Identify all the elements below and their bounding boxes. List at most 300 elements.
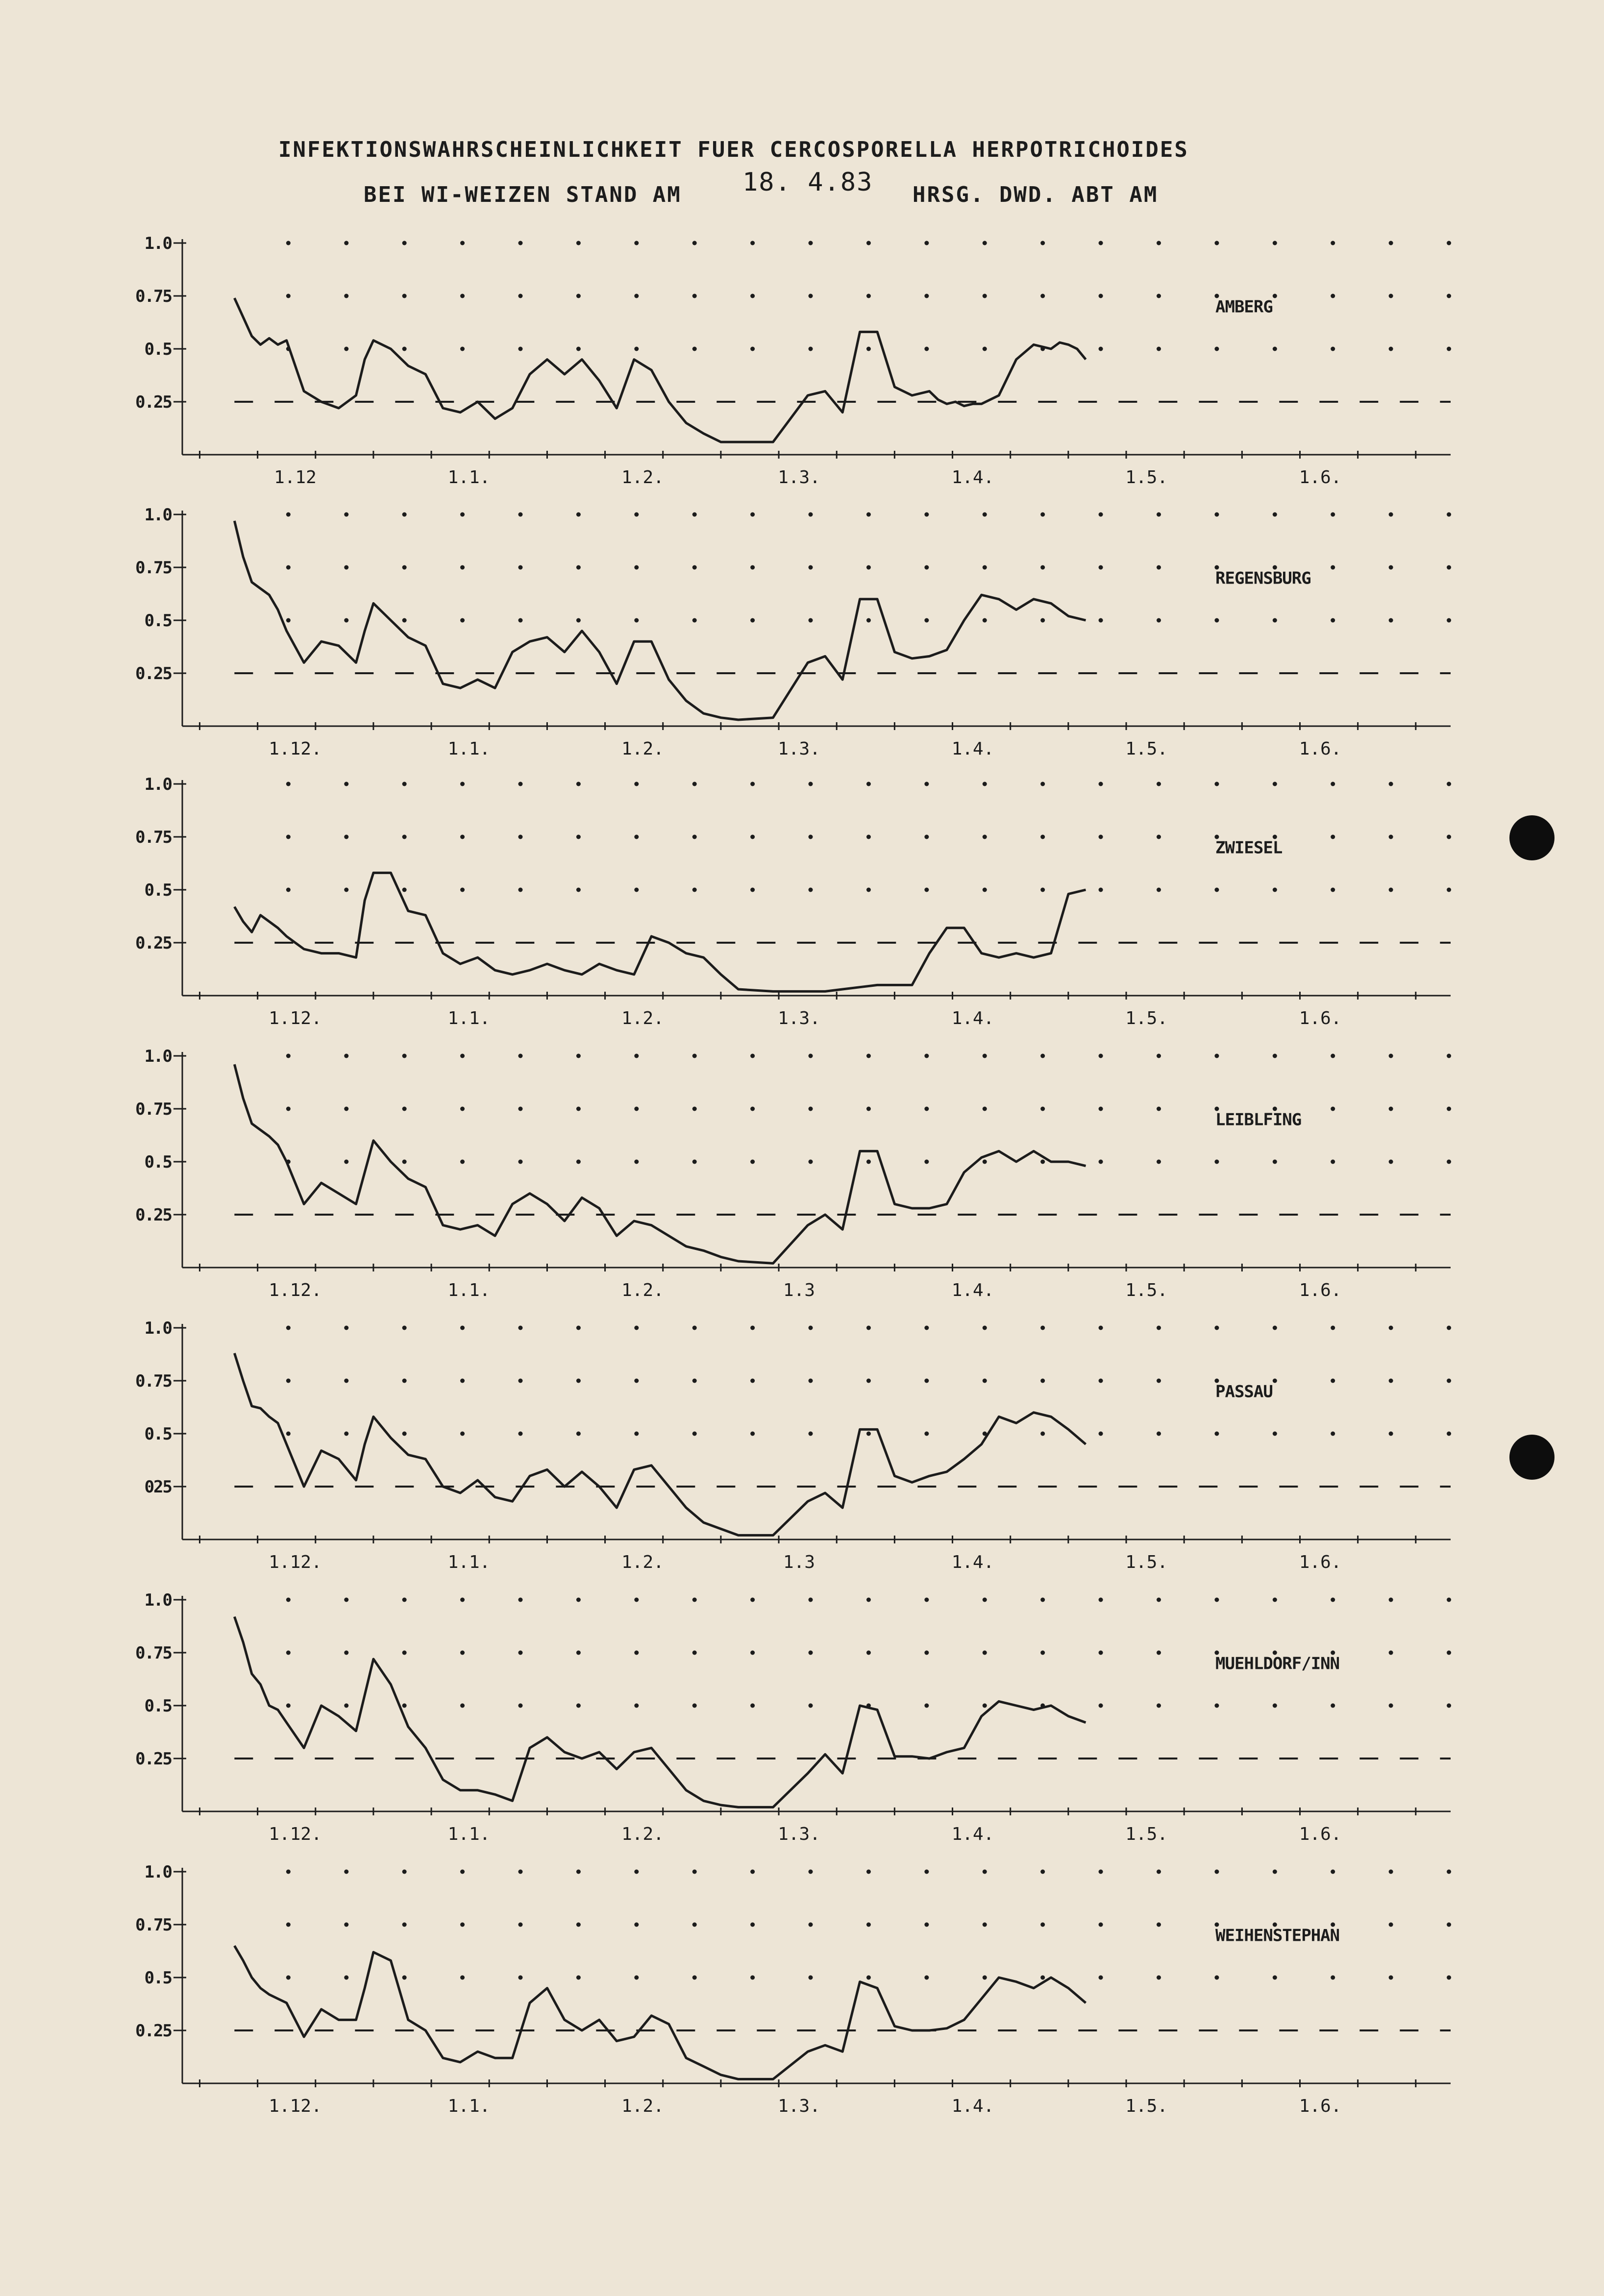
grid-dot [1099, 1326, 1103, 1330]
x-tick-label: 1.12 [274, 467, 317, 488]
grid-dot [1331, 1107, 1335, 1111]
grid-dot [692, 1923, 697, 1927]
grid-dot [518, 888, 522, 892]
grid-dot [1157, 1598, 1161, 1602]
grid-dot [518, 782, 522, 786]
grid-dot [576, 1160, 581, 1164]
grid-dot [809, 347, 813, 351]
grid-dot [692, 1107, 697, 1111]
grid-dot [634, 835, 639, 839]
grid-dot [1331, 888, 1335, 892]
grid-dot [576, 1704, 581, 1708]
grid-dot [1157, 1870, 1161, 1874]
grid-dot [518, 618, 522, 623]
grid-dot [402, 1598, 407, 1602]
grid-dot [866, 1923, 871, 1927]
grid-dot [692, 565, 697, 570]
grid-dot [286, 513, 291, 517]
grid-dot [692, 1598, 697, 1602]
grid-dot [692, 347, 697, 351]
grid-dot [809, 1923, 813, 1927]
x-tick-label: 1.2. [621, 1008, 664, 1028]
grid-dot [1389, 1598, 1393, 1602]
grid-dot [692, 1870, 697, 1874]
grid-dot [924, 1054, 929, 1058]
grid-dot [634, 1107, 639, 1111]
grid-dot [518, 241, 522, 245]
x-tick-label: 1.2. [621, 467, 664, 488]
grid-dot [692, 1160, 697, 1164]
grid-dot [344, 1870, 348, 1874]
grid-dot [460, 241, 465, 245]
grid-dot [402, 347, 407, 351]
grid-dot [1331, 1976, 1335, 1980]
grid-dot [1099, 565, 1103, 570]
grid-dot [1040, 1432, 1045, 1436]
grid-dot [286, 1598, 291, 1602]
grid-dot [1273, 513, 1277, 517]
grid-dot [402, 1870, 407, 1874]
grid-dot [1099, 294, 1103, 298]
grid-dot [286, 1379, 291, 1383]
grid-dot [750, 294, 755, 298]
x-tick-label: 1.6. [1299, 1008, 1342, 1028]
grid-dot [286, 1054, 291, 1058]
grid-dot [460, 618, 465, 623]
grid-dot [983, 1976, 987, 1980]
grid-dot [1099, 1923, 1103, 1927]
grid-dot [1040, 565, 1045, 570]
grid-dot [634, 1379, 639, 1383]
chart-subtitle: BEI WI-WEIZEN STAND AM [364, 182, 682, 207]
grid-dot [750, 1160, 755, 1164]
grid-dot [1273, 618, 1277, 623]
grid-dot [1099, 1432, 1103, 1436]
grid-dot [460, 1923, 465, 1927]
grid-dot [576, 1107, 581, 1111]
grid-dot [1040, 1107, 1045, 1111]
y-tick-label: 1.0 [144, 505, 172, 525]
grid-dot [809, 782, 813, 786]
y-tick-label: 1.0 [144, 1590, 172, 1610]
grid-dot [809, 241, 813, 245]
grid-dot [1214, 1054, 1219, 1058]
grid-dot [576, 294, 581, 298]
grid-dot [1157, 347, 1161, 351]
grid-dot [634, 1054, 639, 1058]
y-tick-label: 0.5 [144, 1968, 172, 1988]
grid-dot [402, 1326, 407, 1330]
grid-dot [1389, 835, 1393, 839]
grid-dot [866, 1326, 871, 1330]
grid-dot [344, 241, 348, 245]
y-tick-label: 0.5 [144, 1696, 172, 1716]
grid-dot [750, 1432, 755, 1436]
x-tick-label: 1.2. [621, 1552, 664, 1572]
grid-dot [924, 1598, 929, 1602]
grid-dot [924, 888, 929, 892]
grid-dot [809, 294, 813, 298]
grid-dot [344, 1160, 348, 1164]
grid-dot [344, 618, 348, 623]
x-tick-label: 1.3 [783, 1280, 815, 1300]
grid-dot [1447, 1976, 1451, 1980]
grid-dot [866, 782, 871, 786]
grid-dot [1214, 1432, 1219, 1436]
grid-dot [518, 1054, 522, 1058]
chart-panel-zwiesel [135, 775, 1451, 1028]
grid-dot [518, 294, 522, 298]
grid-dot [1389, 1107, 1393, 1111]
grid-dot [1214, 1870, 1219, 1874]
station-label: LEIBLFING [1215, 1110, 1302, 1130]
grid-dot [1273, 1326, 1277, 1330]
grid-dot [460, 565, 465, 570]
grid-dot [1447, 1379, 1451, 1383]
grid-dot [866, 835, 871, 839]
grid-dot [750, 347, 755, 351]
grid-dot [460, 347, 465, 351]
grid-dot [576, 1326, 581, 1330]
grid-dot [750, 888, 755, 892]
series-line [234, 521, 1086, 720]
grid-dot [1447, 1432, 1451, 1436]
grid-dot [1447, 347, 1451, 351]
grid-dot [809, 1326, 813, 1330]
grid-dot [750, 1326, 755, 1330]
grid-dot [1099, 1704, 1103, 1708]
grid-dot [1099, 618, 1103, 623]
grid-dot [866, 1160, 871, 1164]
grid-dot [286, 1651, 291, 1655]
grid-dot [402, 1379, 407, 1383]
grid-dot [1040, 241, 1045, 245]
grid-dot [576, 241, 581, 245]
grid-dot [634, 1976, 639, 1980]
grid-dot [286, 888, 291, 892]
grid-dot [402, 1923, 407, 1927]
series-line [234, 873, 1086, 991]
chart-panel-leiblfing [135, 1047, 1451, 1300]
grid-dot [576, 1054, 581, 1058]
grid-dot [1157, 1107, 1161, 1111]
grid-dot [1447, 618, 1451, 623]
x-tick-label: 1.12. [269, 739, 322, 759]
grid-dot [1331, 1598, 1335, 1602]
series-line [234, 298, 1086, 442]
grid-dot [1157, 888, 1161, 892]
grid-dot [1447, 782, 1451, 786]
grid-dot [1157, 835, 1161, 839]
y-tick-label: 1.0 [144, 1047, 172, 1066]
x-tick-label: 1.3. [778, 1008, 820, 1028]
grid-dot [1040, 1923, 1045, 1927]
grid-dot [1273, 1432, 1277, 1436]
x-tick-label: 1.4. [951, 1008, 994, 1028]
grid-dot [518, 1160, 522, 1164]
x-tick-label: 1.6. [1299, 1824, 1342, 1844]
grid-dot [924, 618, 929, 623]
grid-dot [809, 513, 813, 517]
grid-dot [1040, 1976, 1045, 1980]
x-tick-label: 1.4. [951, 1280, 994, 1300]
x-tick-label: 1.12. [269, 1008, 322, 1028]
grid-dot [1273, 1598, 1277, 1602]
chart-title: INFEKTIONSWAHRSCHEINLICHKEIT FUER CERCOSPORELLA HERPOTRICHOIDES [278, 137, 1189, 162]
grid-dot [1331, 1704, 1335, 1708]
grid-dot [518, 1870, 522, 1874]
grid-dot [634, 1160, 639, 1164]
grid-dot [402, 1651, 407, 1655]
y-tick-label: 0.25 [135, 1205, 172, 1225]
grid-dot [809, 1107, 813, 1111]
grid-dot [518, 1598, 522, 1602]
grid-dot [1214, 888, 1219, 892]
grid-dot [866, 1379, 871, 1383]
grid-dot [518, 1923, 522, 1927]
grid-dot [634, 888, 639, 892]
grid-dot [1389, 1704, 1393, 1708]
grid-dot [402, 294, 407, 298]
y-tick-label: 0.5 [144, 880, 172, 900]
grid-dot [750, 782, 755, 786]
grid-dot [1214, 1160, 1219, 1164]
y-tick-label: 0.25 [135, 664, 172, 684]
grid-dot [1273, 888, 1277, 892]
grid-dot [924, 1870, 929, 1874]
grid-dot [692, 1054, 697, 1058]
grid-dot [1214, 1704, 1219, 1708]
grid-dot [1273, 1976, 1277, 1980]
y-tick-label: 0.5 [144, 1424, 172, 1444]
x-tick-label: 1.3. [778, 739, 820, 759]
grid-dot [344, 1326, 348, 1330]
grid-dot [1447, 1326, 1451, 1330]
grid-dot [1214, 782, 1219, 786]
grid-dot [983, 1160, 987, 1164]
grid-dot [1040, 618, 1045, 623]
grid-dot [1040, 1326, 1045, 1330]
x-tick-label: 1.2. [621, 1824, 664, 1844]
grid-dot [1157, 513, 1161, 517]
grid-dot [460, 294, 465, 298]
grid-dot [402, 618, 407, 623]
grid-dot [809, 888, 813, 892]
grid-dot [750, 1704, 755, 1708]
grid-dot [983, 618, 987, 623]
grid-dot [1099, 513, 1103, 517]
grid-dot [344, 1107, 348, 1111]
grid-dot [809, 1432, 813, 1436]
grid-dot [518, 1107, 522, 1111]
grid-dot [692, 618, 697, 623]
grid-dot [866, 565, 871, 570]
grid-dot [809, 835, 813, 839]
grid-dot [1273, 1054, 1277, 1058]
x-tick-label: 1.5. [1125, 1552, 1168, 1572]
y-tick-label: 0.25 [135, 1749, 172, 1769]
punch-hole [1509, 815, 1555, 860]
grid-dot [924, 1326, 929, 1330]
chart-panel-amberg [135, 234, 1451, 488]
grid-dot [286, 618, 291, 623]
grid-dot [924, 782, 929, 786]
grid-dot [1331, 565, 1335, 570]
grid-dot [866, 294, 871, 298]
grid-dot [1389, 1651, 1393, 1655]
y-tick-label: 1.0 [144, 775, 172, 794]
x-tick-label: 1.3. [778, 467, 820, 488]
grid-dot [344, 347, 348, 351]
grid-dot [750, 1923, 755, 1927]
grid-dot [634, 347, 639, 351]
grid-dot [460, 1107, 465, 1111]
grid-dot [1099, 1976, 1103, 1980]
y-tick-label: 1.0 [144, 1862, 172, 1882]
grid-dot [1273, 241, 1277, 245]
grid-dot [634, 782, 639, 786]
grid-dot [1331, 513, 1335, 517]
grid-dot [1157, 565, 1161, 570]
grid-dot [1099, 1379, 1103, 1383]
grid-dot [576, 1923, 581, 1927]
grid-dot [460, 1704, 465, 1708]
grid-dot [518, 1704, 522, 1708]
grid-dot [1389, 1379, 1393, 1383]
grid-dot [983, 888, 987, 892]
chart-panel-muehldorf-inn [135, 1590, 1451, 1844]
grid-dot [1389, 888, 1393, 892]
grid-dot [1099, 1054, 1103, 1058]
grid-dot [866, 241, 871, 245]
grid-dot [286, 782, 291, 786]
grid-dot [1447, 1870, 1451, 1874]
grid-dot [1447, 1598, 1451, 1602]
grid-dot [402, 1704, 407, 1708]
grid-dot [809, 1651, 813, 1655]
grid-dot [344, 1704, 348, 1708]
grid-dot [924, 565, 929, 570]
grid-dot [634, 1704, 639, 1708]
grid-dot [460, 1651, 465, 1655]
grid-dot [924, 1432, 929, 1436]
grid-dot [924, 1976, 929, 1980]
x-tick-label: 1.6. [1299, 467, 1342, 488]
station-label: PASSAU [1215, 1382, 1273, 1402]
grid-dot [1157, 1704, 1161, 1708]
grid-dot [924, 1107, 929, 1111]
grid-dot [344, 1598, 348, 1602]
grid-dot [692, 513, 697, 517]
y-tick-label: 1.0 [144, 234, 172, 253]
x-tick-label: 1.1. [447, 1008, 491, 1028]
x-tick-label: 1.1. [447, 1824, 491, 1844]
grid-dot [634, 1326, 639, 1330]
grid-dot [344, 1651, 348, 1655]
grid-dot [866, 618, 871, 623]
grid-dot [1389, 782, 1393, 786]
grid-dot [924, 294, 929, 298]
grid-dot [1389, 618, 1393, 623]
grid-dot [286, 1704, 291, 1708]
grid-dot [518, 1651, 522, 1655]
grid-dot [1157, 1923, 1161, 1927]
x-tick-label: 1.4. [951, 2096, 994, 2116]
grid-dot [1273, 1704, 1277, 1708]
y-tick-label: 0.75 [135, 1643, 172, 1663]
grid-dot [634, 513, 639, 517]
grid-dot [344, 1923, 348, 1927]
grid-dot [1040, 1598, 1045, 1602]
x-tick-label: 1.6. [1299, 739, 1342, 759]
series-line [234, 1617, 1086, 1807]
station-label: ZWIESEL [1215, 838, 1283, 858]
grid-dot [344, 782, 348, 786]
grid-dot [1099, 782, 1103, 786]
station-label: AMBERG [1215, 297, 1273, 317]
grid-dot [924, 347, 929, 351]
grid-dot [1331, 1432, 1335, 1436]
grid-dot [1040, 1379, 1045, 1383]
x-tick-label: 1.2. [621, 739, 664, 759]
grid-dot [460, 1432, 465, 1436]
x-tick-label: 1.6. [1299, 2096, 1342, 2116]
grid-dot [1157, 1326, 1161, 1330]
grid-dot [402, 513, 407, 517]
grid-dot [460, 1379, 465, 1383]
grid-dot [866, 347, 871, 351]
grid-dot [518, 513, 522, 517]
grid-dot [692, 1704, 697, 1708]
grid-dot [1040, 782, 1045, 786]
grid-dot [1273, 347, 1277, 351]
grid-dot [576, 513, 581, 517]
grid-dot [1099, 1870, 1103, 1874]
grid-dot [692, 835, 697, 839]
grid-dot [1389, 1326, 1393, 1330]
grid-dot [1214, 1598, 1219, 1602]
grid-dot [576, 347, 581, 351]
grid-dot [750, 1054, 755, 1058]
station-label: WEIHENSTEPHAN [1215, 1926, 1340, 1946]
y-tick-label: 025 [144, 1477, 172, 1497]
grid-dot [460, 513, 465, 517]
grid-dot [576, 1651, 581, 1655]
grid-dot [1447, 1107, 1451, 1111]
grid-dot [402, 1160, 407, 1164]
grid-dot [1157, 1432, 1161, 1436]
chart-panel-passau [135, 1319, 1451, 1572]
grid-dot [1157, 1976, 1161, 1980]
grid-dot [809, 1870, 813, 1874]
grid-dot [1040, 294, 1045, 298]
grid-dot [924, 1379, 929, 1383]
grid-dot [402, 835, 407, 839]
x-tick-label: 1.5. [1125, 1824, 1168, 1844]
grid-dot [1157, 1160, 1161, 1164]
grid-dot [460, 1976, 465, 1980]
grid-dot [634, 1598, 639, 1602]
grid-dot [576, 835, 581, 839]
grid-dot [576, 618, 581, 623]
series-line [234, 1353, 1086, 1536]
grid-dot [1389, 565, 1393, 570]
chart-panel-regensburg [135, 505, 1451, 759]
grid-dot [1331, 782, 1335, 786]
grid-dot [1157, 782, 1161, 786]
grid-dot [518, 1432, 522, 1436]
grid-dot [866, 1870, 871, 1874]
